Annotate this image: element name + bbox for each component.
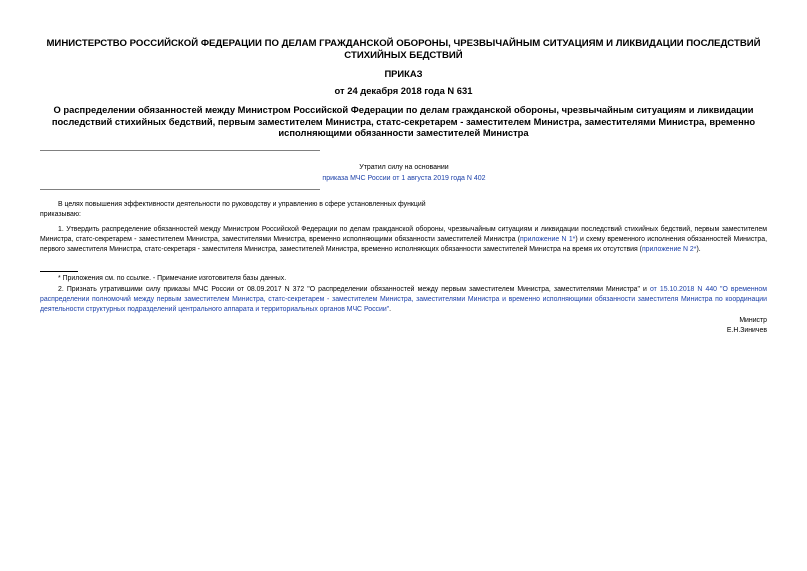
- item1-text: 1. Утвердить распределение обязанностей между Министром Российской Федерации по делам гражданской обороны, чрезвычайным ситуациям и ликвидации последствий стихийных бедствий, первым заместителем Министра, статс-секретарем - заместителем Министра, заместителями Министра, временно исполняющими обязанности заместителей Министра (: [40, 226, 767, 244]
- item-1: [40, 225, 767, 256]
- item-2: [40, 285, 767, 316]
- signer-title: Министр: [739, 317, 767, 324]
- lost-force-text: Утратил силу на основании: [359, 164, 449, 171]
- document-type: ПРИКАЗ: [384, 68, 423, 79]
- basis-order-link[interactable]: приказа МЧС России от 1 августа 2019 года N 402: [322, 174, 486, 182]
- footnote: * Приложения см. по ссылке. - Примечание изготовителя базы данных.: [58, 275, 287, 282]
- status-note: [320, 163, 488, 184]
- preamble: [40, 200, 767, 220]
- divider-bottom: [40, 189, 320, 190]
- order-word: приказываю:: [40, 211, 81, 219]
- issuing-authority: МИНИСТЕРСТВО РОССИЙСКОЙ ФЕДЕРАЦИИ ПО ДЕЛАМ ГРАЖДАНСКОЙ ОБОРОНЫ, ЧРЕЗВЫЧАЙНЫМ СИТУАЦИЯМ И ЛИКВИДАЦИИ ПОСЛЕДСТВИЙ СТИХИЙНЫХ БЕДСТВИЙ: [46, 38, 761, 61]
- footnote-rule: [40, 271, 78, 272]
- signature-block: [727, 316, 767, 336]
- appendix-1-link[interactable]: приложение N 1*: [520, 236, 576, 244]
- signer-name: Е.Н.Зиничев: [726, 327, 767, 334]
- document-subject: О распределении обязанностей между Министром Российской Федерации по делам гражданской обороны, чрезвычайным ситуациям и ликвидации последствий стихийных бедствий, первым заместителем Министра, статс-секретарем - заместителем Министра, заместителями Министра, временно исполняющими обязанности заместителей Министра: [51, 104, 756, 139]
- item2-end: .: [389, 306, 392, 314]
- repealed-order-link[interactable]: от 15.10.2018 N 440 "О временном распределении полномочий между первым заместителем Министра, статс-секретарем - заместителем Министра, заместителями Министра и временно исполняющими обязанности заместителя Министра по координации деятельности структурных подразделений центрального аппарата и территориальных органов МЧС России": [40, 286, 768, 314]
- appendix-2-link[interactable]: приложение N 2*: [641, 246, 697, 254]
- divider-top: [40, 150, 320, 151]
- intro-text: В целях повышения эффективности деятельности по руководству и управлению в сфере установленных функций: [58, 201, 426, 208]
- document-date-number: от 24 декабря 2018 года N 631: [334, 85, 473, 96]
- item1-mid: ) и схему временного исполнения обязанностей Министра, первого заместителя Министра, статс-секретаря - заместителя Министра, заместителей Министра, временно исполняющих обязанности заместителей Министра на время их отсутствия (: [40, 236, 768, 254]
- item1-end: ).: [696, 246, 701, 254]
- item2-text: 2. Признать утратившими силу приказы МЧС России от 08.09.2017 N 372 "О распределении обязанностей между первым заместителем Министра, заместителями Министра" и: [58, 286, 650, 293]
